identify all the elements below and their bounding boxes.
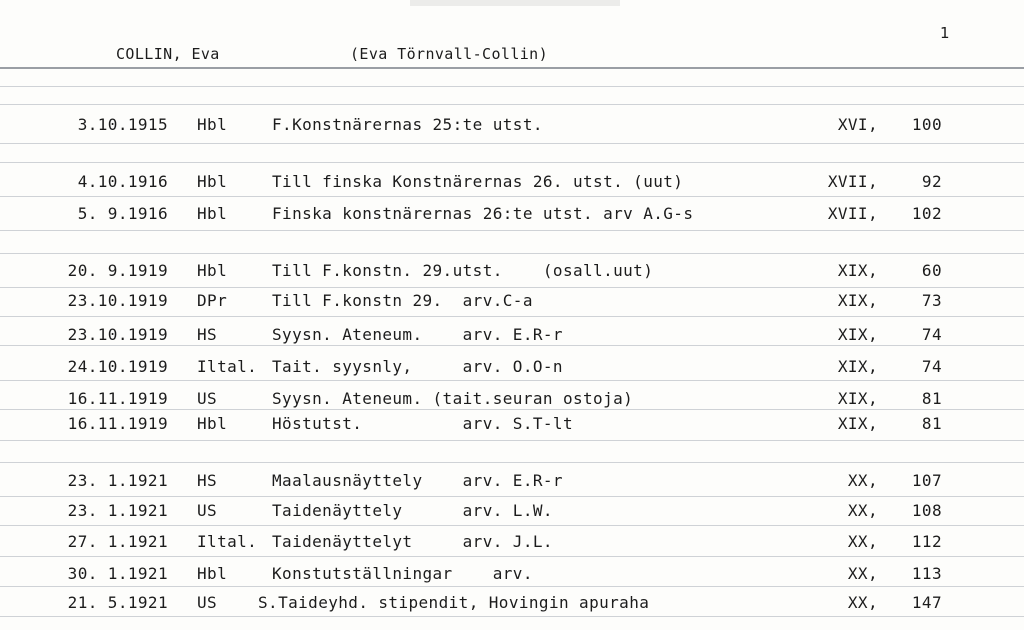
ruled-line	[0, 104, 1024, 105]
entry-page: 112	[911, 532, 942, 551]
entry-volume: XIX,	[837, 414, 878, 433]
entry-page: 147	[911, 593, 942, 612]
ruled-line	[0, 162, 1024, 163]
entry-volume: XIX,	[837, 389, 878, 408]
entry-title: Till finska Konstnärernas 26. utst. (uut)	[272, 172, 684, 191]
ruled-line	[0, 462, 1024, 463]
entry-row	[0, 502, 1024, 520]
entry-date: 23.10.1919	[67, 291, 168, 310]
ruled-line	[0, 525, 1024, 526]
entry-row	[0, 326, 1024, 344]
entry-page: 74	[921, 357, 942, 376]
entry-row	[0, 173, 1024, 191]
entry-page: 81	[921, 414, 942, 433]
entry-title: Höstutst. arv. S.T-lt	[272, 414, 573, 433]
artist-alias: (Eva Törnvall-Collin)	[350, 45, 549, 63]
entry-title: Till F.konstn 29. arv.C-a	[272, 291, 533, 310]
card-edge-mark	[410, 0, 620, 6]
entry-volume: XIX,	[837, 357, 878, 376]
entry-date: 23. 1.1921	[67, 471, 168, 490]
entry-date: 4.10.1916	[77, 172, 168, 191]
entry-volume: XX,	[847, 471, 878, 490]
entry-row	[0, 533, 1024, 551]
entry-date: 23. 1.1921	[67, 501, 168, 520]
entry-source: Hbl	[197, 115, 228, 134]
entry-title: Taidenäyttely arv. L.W.	[272, 501, 553, 520]
entry-source: Hbl	[197, 172, 228, 191]
entry-date: 27. 1.1921	[67, 532, 168, 551]
ruled-line	[0, 409, 1024, 410]
entry-source: Hbl	[197, 564, 228, 583]
entry-title: F.Konstnärernas 25:te utst.	[272, 115, 543, 134]
entry-page: 100	[911, 115, 942, 134]
entry-volume: XVII,	[827, 204, 878, 223]
ruled-line	[0, 196, 1024, 197]
entry-row	[0, 116, 1024, 134]
entry-volume: XIX,	[837, 291, 878, 310]
entry-source: Iltal.	[197, 532, 258, 551]
header-rule	[0, 67, 1024, 69]
ruled-line	[0, 143, 1024, 144]
ruled-line	[0, 230, 1024, 231]
entry-volume: XVI,	[837, 115, 878, 134]
artist-name: COLLIN, Eva	[116, 45, 220, 63]
entry-title: Finska konstnärernas 26:te utst. arv A.G-s	[272, 204, 694, 223]
entry-volume: XX,	[847, 593, 878, 612]
entry-date: 16.11.1919	[67, 389, 168, 408]
entry-date: 24.10.1919	[67, 357, 168, 376]
entry-source: Hbl	[197, 261, 228, 280]
ruled-line	[0, 287, 1024, 288]
entry-page: 60	[921, 261, 942, 280]
entry-row	[0, 205, 1024, 223]
ruled-line	[0, 253, 1024, 254]
entry-page: 102	[911, 204, 942, 223]
entry-date: 21. 5.1921	[67, 593, 168, 612]
entry-row	[0, 262, 1024, 280]
entry-date: 3.10.1915	[77, 115, 168, 134]
entry-source: US	[197, 501, 218, 520]
entry-title: Maalausnäyttely arv. E.R-r	[272, 471, 563, 490]
entry-volume: XVII,	[827, 172, 878, 191]
ruled-line	[0, 586, 1024, 587]
entry-page: 73	[921, 291, 942, 310]
entry-volume: XIX,	[837, 261, 878, 280]
entry-title: Till F.konstn. 29.utst. (osall.uut)	[272, 261, 654, 280]
entry-page: 74	[921, 325, 942, 344]
entry-volume: XX,	[847, 564, 878, 583]
entry-page: 113	[911, 564, 942, 583]
entry-title: Tait. syysnly, arv. O.O-n	[272, 357, 563, 376]
ruled-line	[0, 380, 1024, 381]
entry-row	[0, 565, 1024, 583]
ruled-line	[0, 440, 1024, 441]
entry-page: 107	[911, 471, 942, 490]
entry-row	[0, 358, 1024, 376]
entry-row	[0, 292, 1024, 310]
entry-title: Syysn. Ateneum. arv. E.R-r	[272, 325, 563, 344]
entry-row	[0, 594, 1024, 612]
entry-volume: XX,	[847, 501, 878, 520]
entry-source: DPr	[197, 291, 228, 310]
entry-page: 108	[911, 501, 942, 520]
entry-row	[0, 390, 1024, 408]
entry-volume: XX,	[847, 532, 878, 551]
entry-source: US	[197, 389, 218, 408]
ruled-line	[0, 556, 1024, 557]
entry-row	[0, 415, 1024, 433]
entry-row	[0, 472, 1024, 490]
entry-source: HS	[197, 471, 218, 490]
ruled-line	[0, 316, 1024, 317]
entry-title: Konstutställningar arv.	[272, 564, 533, 583]
entry-source: HS	[197, 325, 218, 344]
entry-date: 5. 9.1916	[77, 204, 168, 223]
entry-date: 23.10.1919	[67, 325, 168, 344]
entry-volume: XIX,	[837, 325, 878, 344]
entry-source: Hbl	[197, 204, 228, 223]
entry-source: Hbl	[197, 414, 228, 433]
ruled-line	[0, 86, 1024, 87]
ruled-line	[0, 496, 1024, 497]
entry-date: 16.11.1919	[67, 414, 168, 433]
entry-source: Iltal.	[197, 357, 258, 376]
entry-source: US	[197, 593, 218, 612]
entry-page: 92	[921, 172, 942, 191]
page-number: 1	[940, 24, 950, 42]
entry-title: S.Taideyhd. stipendit, Hovingin apuraha	[258, 593, 650, 612]
entry-title: Syysn. Ateneum. (tait.seuran ostoja)	[272, 389, 634, 408]
entry-date: 30. 1.1921	[67, 564, 168, 583]
entry-title: Taidenäyttelyt arv. J.L.	[272, 532, 553, 551]
entry-page: 81	[921, 389, 942, 408]
entry-date: 20. 9.1919	[67, 261, 168, 280]
ruled-line	[0, 616, 1024, 617]
ruled-line	[0, 345, 1024, 346]
